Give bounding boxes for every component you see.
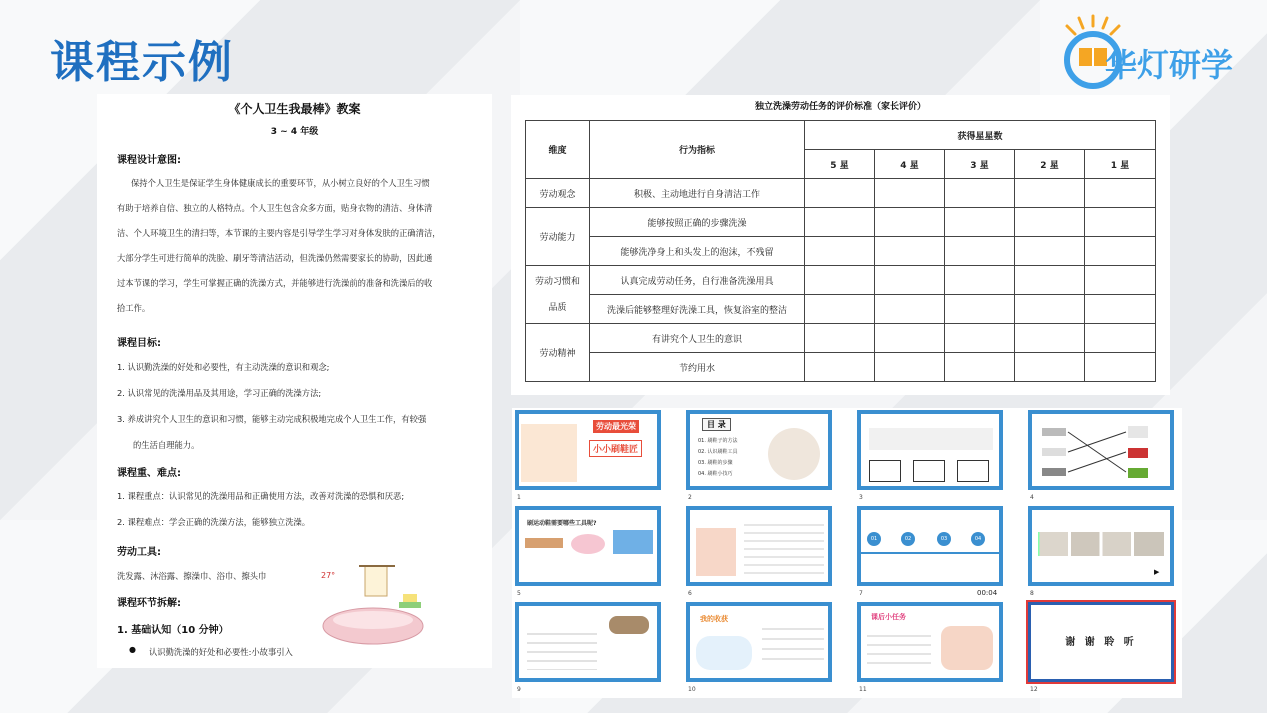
slide-thumbnail-2[interactable] — [686, 410, 832, 490]
table-row — [526, 295, 1156, 324]
slide-thumbnail-5[interactable] — [515, 506, 661, 586]
design-line: 拾工作。 — [117, 303, 151, 313]
evaluation-table — [525, 120, 1156, 382]
table-row — [526, 353, 1156, 382]
slide-number: 1 — [517, 494, 521, 501]
slide-number: 7 — [859, 590, 863, 597]
brush-icon — [525, 538, 563, 548]
slide-thumbnail-9[interactable] — [515, 602, 661, 682]
behavior-cell: 能够洗净身上和头发上的泡沫，不残留 — [590, 237, 805, 266]
girl-illustration-icon — [696, 528, 736, 576]
star-cell[interactable] — [805, 208, 875, 237]
star-cell[interactable] — [875, 324, 945, 353]
key-points-heading: 课程重、难点: — [117, 468, 181, 479]
table-row — [526, 266, 1156, 295]
text-list-icon — [867, 628, 931, 668]
behavior-cell: 认真完成劳动任务，自行准备洗澡用具 — [590, 266, 805, 295]
star-cell[interactable] — [875, 353, 945, 382]
col-behavior-header: 行为指标 — [590, 121, 805, 179]
text-list-icon — [762, 620, 824, 664]
kids-cloud-icon — [696, 636, 752, 670]
design-line: 保持个人卫生是保证学生身体健康成长的重要环节，从小树立良好的个人卫生习惯 — [131, 178, 430, 188]
slide-thumbnails-panel — [512, 408, 1182, 698]
star-header: 5 星 — [805, 150, 875, 179]
toc-item: 01. 刷鞋子的方法 — [698, 438, 738, 444]
dimension-text: 品质 — [548, 302, 567, 313]
slide-title: 刷运动鞋需要哪些工具呢? — [527, 520, 597, 527]
bullet-icon: ● — [129, 645, 136, 654]
goal-item: 1. 认识勤洗澡的好处和必要性，有主动洗澡的意识和观念; — [117, 362, 330, 372]
lesson-plan-document — [97, 94, 492, 668]
play-icon[interactable]: ▶ — [1154, 568, 1160, 576]
evaluation-title: 独立洗澡劳动任务的评价标准（家长评价） — [754, 102, 926, 112]
slide-number: 10 — [688, 686, 696, 693]
slide-title: 我的收获 — [700, 615, 728, 623]
shoe-photos-icon — [1038, 532, 1164, 556]
star-cell[interactable] — [805, 324, 875, 353]
design-line: 洁、个人环境卫生的清扫等，本节课的主要内容是引导学生学习对身体发肤的正确清洁， — [117, 228, 441, 238]
star-cell[interactable] — [1015, 324, 1085, 353]
slide-thanks-text: 谢 谢 聆 听 — [1065, 637, 1137, 648]
goal-item: 2. 认识常见的洗澡用品及其用途，学习正确的洗澡方法; — [117, 388, 322, 398]
slide-thumbnail-12[interactable] — [1028, 602, 1174, 682]
behavior-cell: 有讲究个人卫生的意识 — [590, 324, 805, 353]
star-cell[interactable] — [1085, 324, 1156, 353]
design-line: 有助于培养自信、独立的人格特点。个人卫生包含众多方面，贴身衣物的清洁、身体清 — [117, 203, 433, 213]
behavior-cell: 节约用水 — [590, 353, 805, 382]
slide-number: 3 — [859, 494, 863, 501]
step-badge: 01 — [867, 532, 881, 546]
slide-number: 6 — [688, 590, 692, 597]
step-badge: 04 — [971, 532, 985, 546]
table-row — [526, 324, 1156, 353]
slide-number: 8 — [1030, 590, 1034, 597]
slide-thumbnail-7[interactable] — [857, 506, 1003, 586]
goals-heading: 课程目标: — [117, 338, 161, 349]
slide-subtitle: 小小刷鞋匠 — [589, 440, 642, 457]
star-header: 4 星 — [875, 150, 945, 179]
star-cell[interactable] — [1085, 295, 1156, 324]
star-cell[interactable] — [805, 179, 875, 208]
star-cell[interactable] — [1015, 237, 1085, 266]
star-cell[interactable] — [1015, 353, 1085, 382]
table-row — [526, 179, 1156, 208]
family-illustration-icon — [521, 424, 577, 482]
star-cell[interactable] — [945, 353, 1015, 382]
star-cell[interactable] — [805, 353, 875, 382]
slide-title: 课后小任务 — [871, 613, 906, 621]
slide-thumbnail-11[interactable] — [857, 602, 1003, 682]
design-heading: 课程设计意图: — [117, 155, 181, 166]
page-title: 课程示例 — [50, 37, 234, 88]
goal-item-continued: 的生活自理能力。 — [133, 440, 200, 450]
shoe-icon — [609, 616, 649, 634]
answer-box — [957, 460, 989, 482]
table-row — [526, 208, 1156, 237]
behavior-cell: 洗澡后能够整理好洗澡工具，恢复浴室的整洁 — [590, 295, 805, 324]
toc-list — [698, 436, 738, 480]
col-dimension-header: 维度 — [526, 121, 590, 179]
star-cell[interactable] — [1015, 295, 1085, 324]
steps-line — [861, 552, 999, 554]
doc-grade: 3 ~ 4 年级 — [270, 127, 319, 137]
video-timestamp: 00:04 — [977, 589, 998, 597]
text-list-icon — [527, 626, 597, 670]
star-cell[interactable] — [1085, 237, 1156, 266]
star-cell[interactable] — [875, 208, 945, 237]
star-cell[interactable] — [875, 266, 945, 295]
star-cell[interactable] — [945, 208, 1015, 237]
slide-thumbnail-3[interactable] — [857, 410, 1003, 490]
answer-box — [913, 460, 945, 482]
dimension-cell: 劳动精神 — [526, 324, 590, 382]
steps-heading: 课程环节拆解: — [117, 598, 181, 609]
slide-thumbnail-4[interactable] — [1028, 410, 1174, 490]
slide-number: 11 — [859, 686, 867, 693]
star-header: 2 星 — [1015, 150, 1085, 179]
bath-illustration-icon — [315, 564, 445, 649]
design-line: 过本节课的学习，学生可掌握正确的洗澡方式，并能够进行洗澡前的准备和洗澡后的收 — [117, 278, 433, 288]
slide-thumbnail-10[interactable] — [686, 602, 832, 682]
illus-temp: 27° — [321, 571, 336, 580]
slide-title: 目 录 — [702, 418, 731, 431]
design-line: 大部分学生可进行简单的洗脸、刷牙等清洁活动，但洗澡仍然需要家长的协助，因此通 — [117, 253, 433, 263]
star-cell[interactable] — [1085, 179, 1156, 208]
star-cell[interactable] — [945, 237, 1015, 266]
star-header: 3 星 — [945, 150, 1015, 179]
step-badge: 03 — [937, 532, 951, 546]
star-cell[interactable] — [945, 179, 1015, 208]
star-cell[interactable] — [1085, 353, 1156, 382]
detergent-icon — [613, 530, 653, 554]
star-cell[interactable] — [1085, 266, 1156, 295]
answer-box — [869, 460, 901, 482]
step-badge: 02 — [901, 532, 915, 546]
dimension-cell — [526, 266, 590, 324]
slide-thumbnail-1[interactable] — [515, 410, 661, 490]
star-cell[interactable] — [1015, 179, 1085, 208]
slide-thumbnail-8[interactable] — [1028, 506, 1174, 586]
col-stars-header: 获得星星数 — [805, 121, 1156, 150]
behavior-cell: 能够按照正确的步骤洗澡 — [590, 208, 805, 237]
key-point-item: 2. 课程难点：学会正确的洗澡方法，能够独立洗澡。 — [117, 517, 311, 527]
slide-number: 2 — [688, 494, 692, 501]
toc-item: 03. 刷鞋的步骤 — [698, 460, 733, 466]
tools-list: 洗发露、沐浴露、擦澡巾、浴巾、擦头巾 — [117, 571, 267, 581]
logo-text: 华灯研学 — [1105, 46, 1234, 84]
toc-item: 02. 认识刷鞋工具 — [698, 449, 738, 455]
dimension-cell: 劳动观念 — [526, 179, 590, 208]
key-point-item: 1. 课程重点：认识常见的洗澡用品和正确使用方法，改善对洗澡的恐惧和厌恶; — [117, 491, 405, 501]
evaluation-card — [511, 95, 1170, 395]
text-list-icon — [744, 518, 824, 578]
star-cell[interactable] — [875, 295, 945, 324]
star-cell[interactable] — [1015, 266, 1085, 295]
slide-number: 9 — [517, 686, 521, 693]
behavior-cell: 积极、主动地进行自身清洁工作 — [590, 179, 805, 208]
star-cell[interactable] — [1085, 208, 1156, 237]
step-bullet-text: 认识勤洗澡的好处和必要性:小故事引入 — [149, 647, 293, 657]
doc-title: 《个人卫生我最棒》教案 — [228, 102, 361, 116]
star-cell[interactable] — [1015, 208, 1085, 237]
dimension-cell: 劳动能力 — [526, 208, 590, 266]
star-header: 1 星 — [1085, 150, 1156, 179]
star-cell[interactable] — [875, 237, 945, 266]
star-cell[interactable] — [945, 295, 1015, 324]
slide-title: 劳动最光荣 — [593, 420, 639, 433]
step-item: 1. 基础认知（10 分钟） — [117, 625, 229, 636]
basin-icon — [571, 534, 605, 554]
slide-number: 5 — [517, 590, 521, 597]
shoe-brush-illustration-icon — [768, 428, 820, 480]
slide-number: 4 — [1030, 494, 1034, 501]
slide-thumbnail-6[interactable] — [686, 506, 832, 586]
matching-lines-icon — [1038, 424, 1162, 482]
star-cell[interactable] — [945, 266, 1015, 295]
table-row — [526, 237, 1156, 266]
goal-item: 3. 养成讲究个人卫生的意识和习惯，能够主动完成积极地完成个人卫生工作，有较强 — [117, 414, 427, 424]
star-cell[interactable] — [945, 324, 1015, 353]
kids-reading-icon — [941, 626, 993, 670]
star-cell[interactable] — [805, 295, 875, 324]
star-cell[interactable] — [875, 179, 945, 208]
shoes-row-icon — [869, 428, 993, 450]
dimension-text: 劳动习惯和 — [534, 276, 580, 287]
toc-item: 04. 刷鞋小技巧 — [698, 471, 733, 477]
star-cell[interactable] — [805, 237, 875, 266]
tools-heading: 劳动工具: — [117, 547, 161, 558]
slide-number: 12 — [1030, 686, 1038, 693]
star-cell[interactable] — [805, 266, 875, 295]
